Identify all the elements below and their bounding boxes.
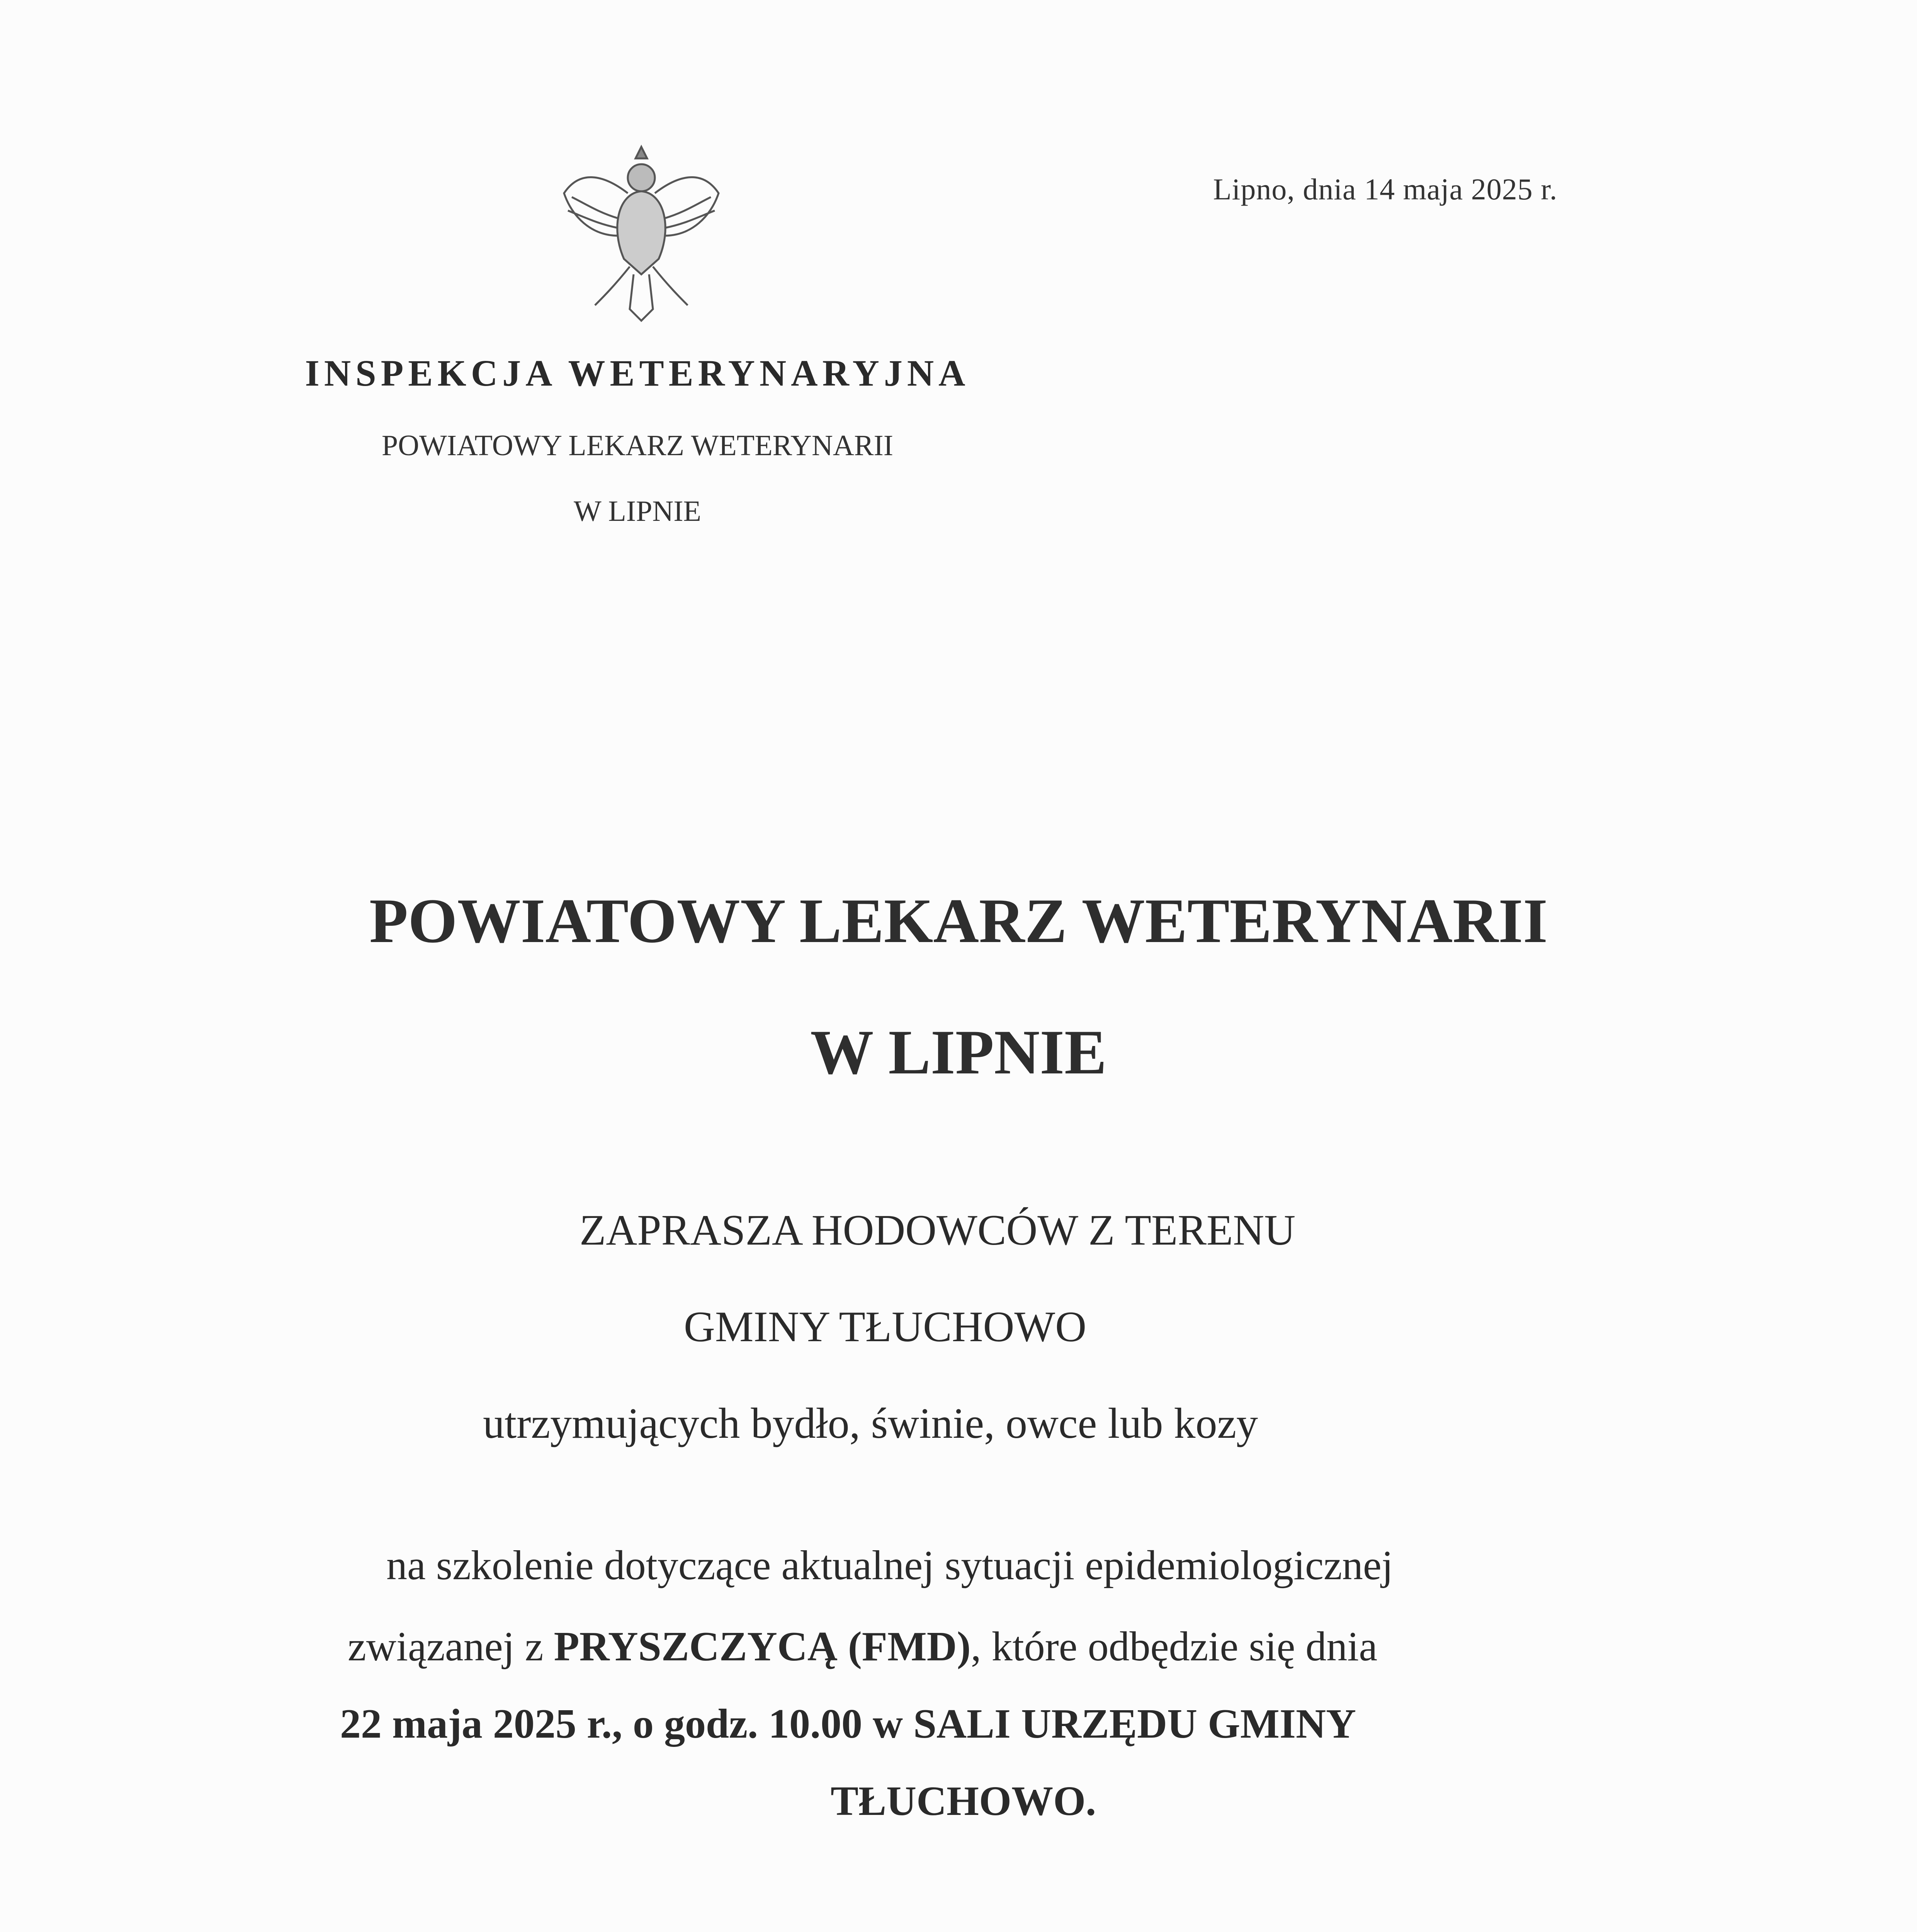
organization-city: W LIPNIE <box>574 495 701 527</box>
disease-name: PRYSZCZYCĄ (FMD) <box>554 1624 971 1670</box>
body-line-2 <box>348 1623 1377 1671</box>
body-line-2-prefix: związanej z <box>348 1624 554 1670</box>
event-location-end: TŁUCHOWO. <box>831 1778 1096 1824</box>
invite-line-3: utrzymujących bydło, świnie, owce lub kozy <box>483 1400 1258 1447</box>
organization-title: INSPEKCJA WETERYNARYJNA <box>305 352 970 394</box>
body-line-1: na szkolenie dotyczące aktualnej sytuacji epidemiologicznej <box>386 1543 1393 1588</box>
polish-eagle-emblem-icon <box>556 135 726 328</box>
body-line-2-suffix: , które odbędzie się dnia <box>970 1624 1378 1670</box>
event-date-location: 22 maja 2025 r., o godz. 10.00 w SALI URZĘDU GMINY <box>340 1701 1356 1747</box>
organization-subtitle: POWIATOWY LEKARZ WETERYNARII <box>381 429 894 462</box>
main-heading-line1: POWIATOWY LEKARZ WETERYNARII <box>369 886 1548 956</box>
document-date: Lipno, dnia 14 maja 2025 r. <box>1213 172 1558 206</box>
invite-line-2: GMINY TŁUCHOWO <box>684 1303 1087 1351</box>
invite-line-1: ZAPRASZA HODOWCÓW Z TERENU <box>580 1206 1296 1254</box>
main-heading-line2: W LIPNIE <box>810 1017 1107 1087</box>
